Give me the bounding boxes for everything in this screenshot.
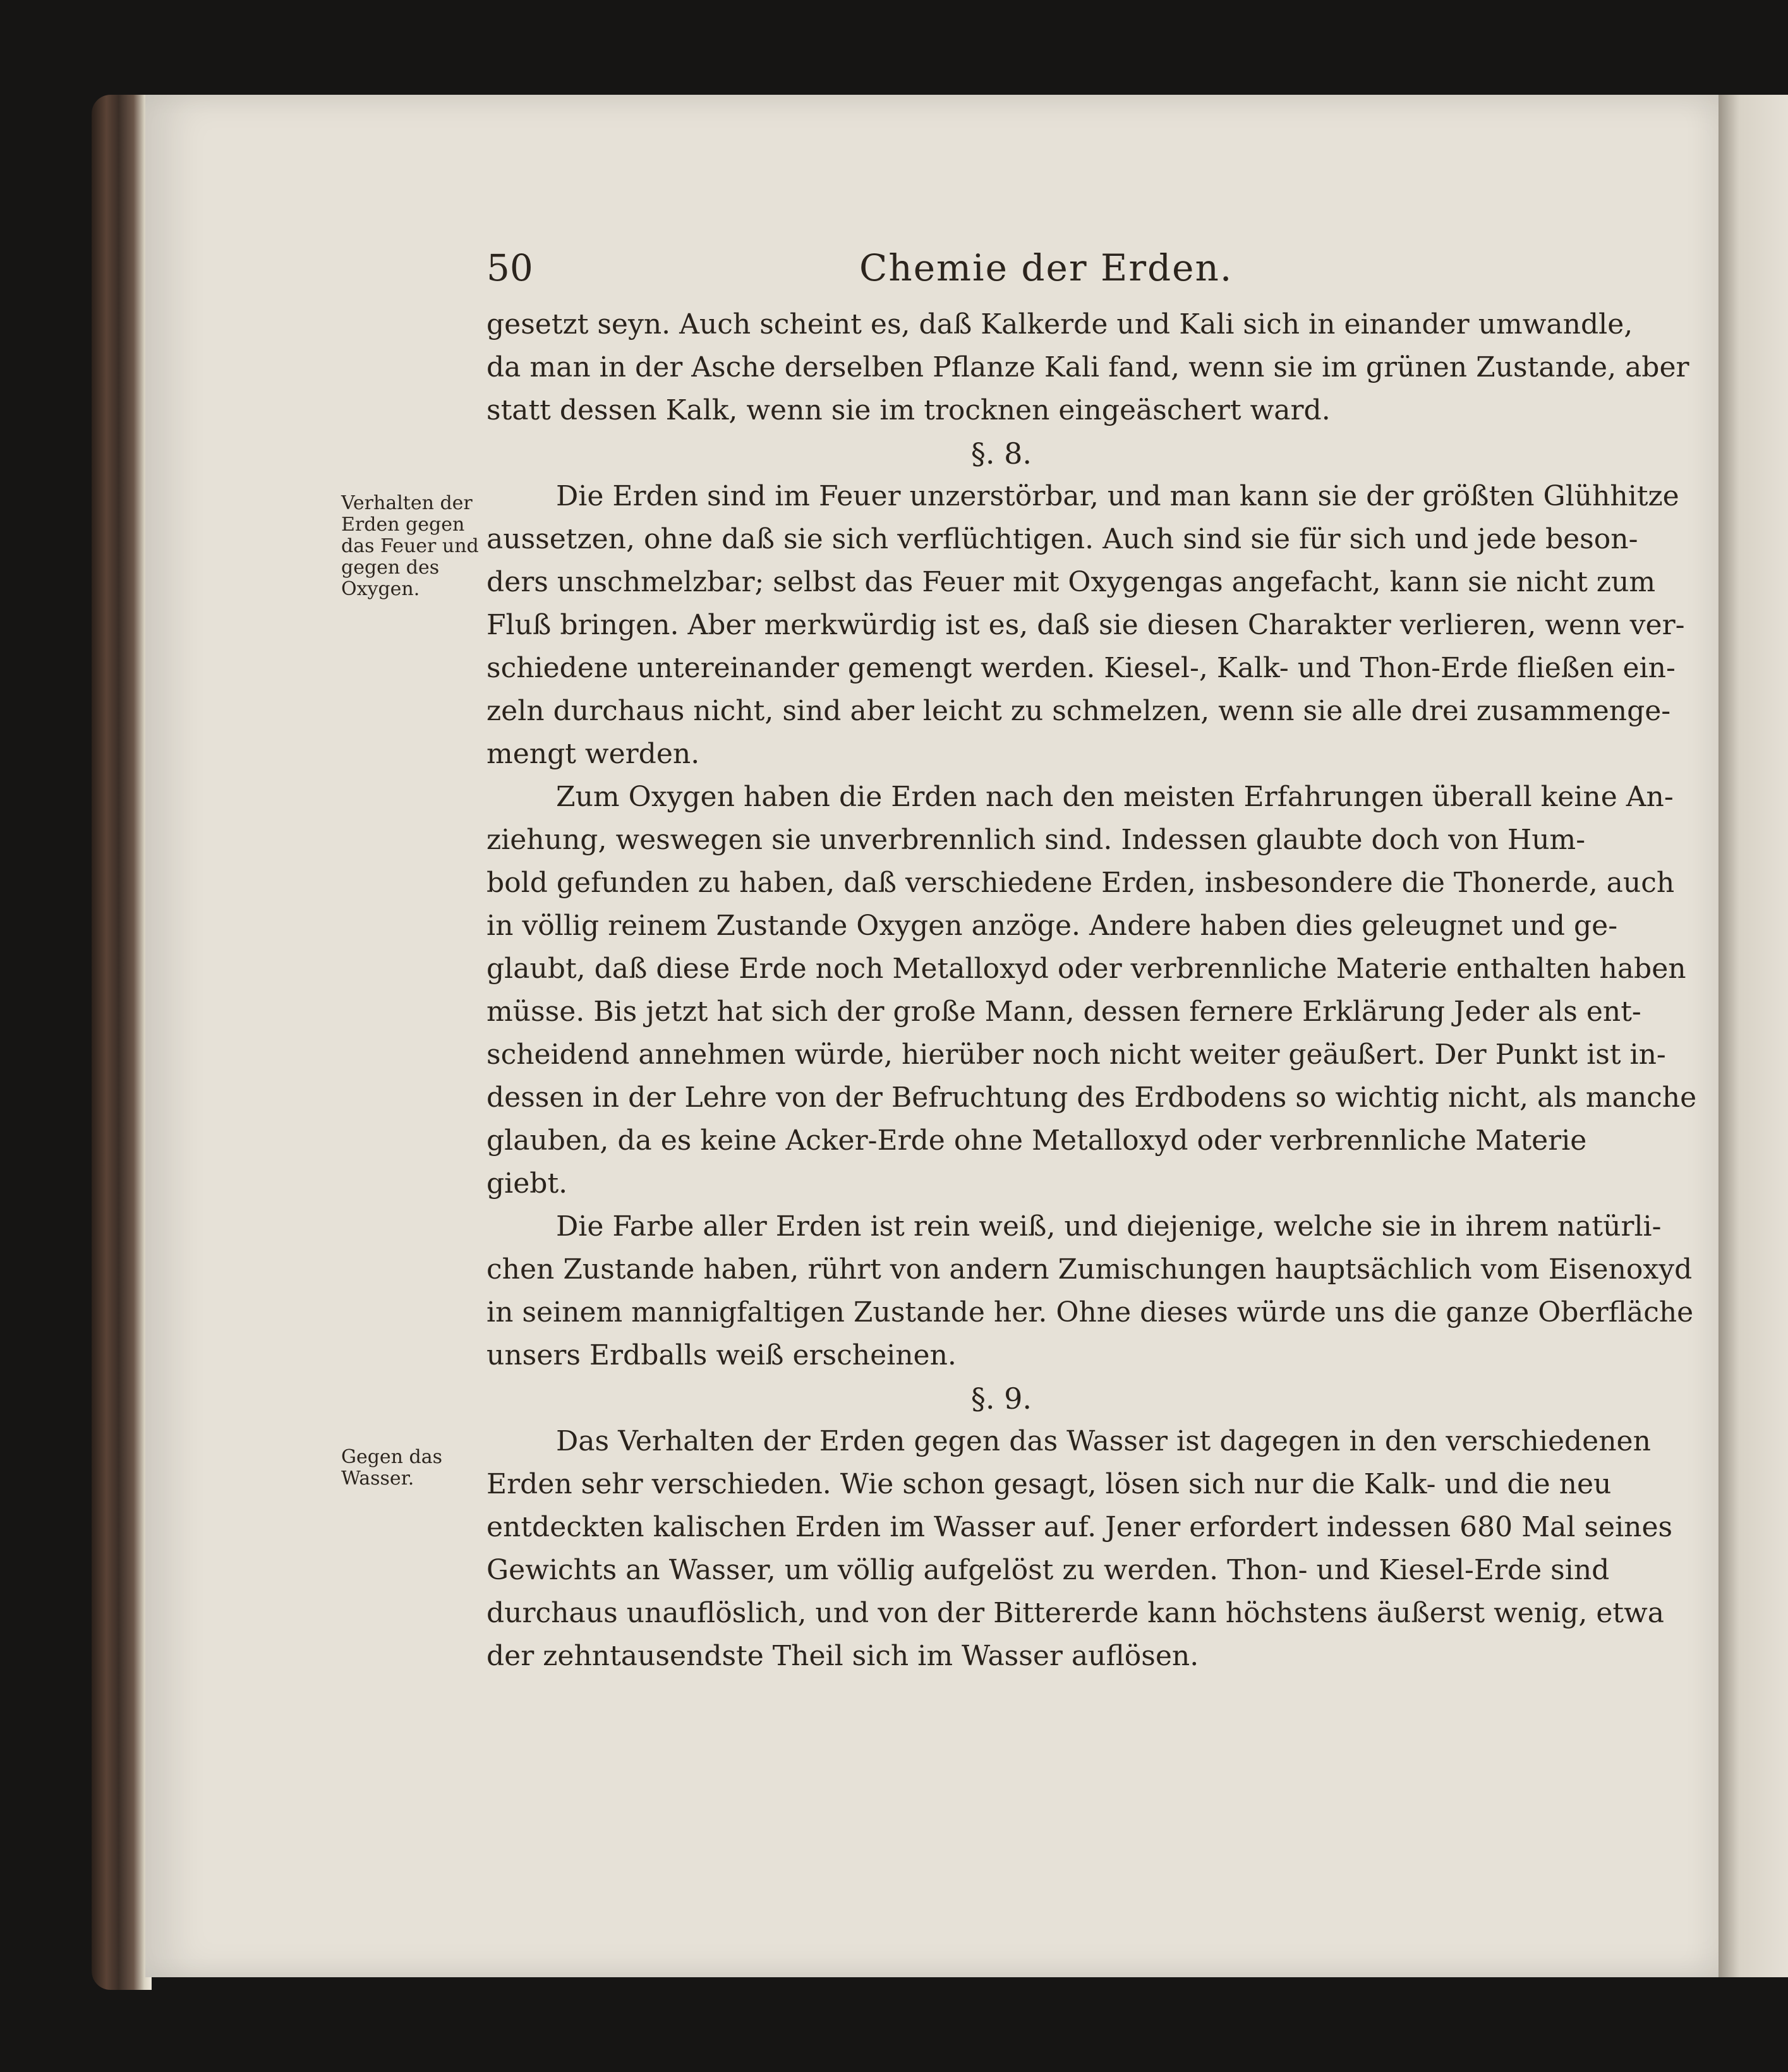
margin-note-fire: [341, 493, 486, 600]
section-heading-9: §. 9.: [970, 1382, 1032, 1416]
text-line: bold gefunden zu haben, daß verschiedene Erden, insbesondere die Thonerde, auch: [486, 867, 1675, 899]
running-head: [486, 246, 1516, 297]
text-line: chen Zustande haben, rührt von andern Zumischungen hauptsächlich vom Eisenoxyd: [486, 1253, 1693, 1286]
text-line: der zehntausendste Theil sich im Wasser auflösen.: [486, 1640, 1199, 1672]
page-number: 50: [486, 246, 533, 289]
text-line: ders unschmelzbar; selbst das Feuer mit Oxygengas angefacht, kann sie nicht zum: [486, 566, 1656, 598]
margin-note-line: Gegen das: [341, 1446, 443, 1468]
text-line: statt dessen Kalk, wenn sie im trocknen eingeäschert ward.: [486, 394, 1331, 426]
text-line: scheidend annehmen würde, hierüber noch nicht weiter geäußert. Der Punkt ist in-: [486, 1039, 1666, 1071]
text-line: Die Erden sind im Feuer unzerstörbar, und man kann sie der größten Glühhitze: [556, 480, 1679, 512]
text-line: Das Verhalten der Erden gegen das Wasser ist dagegen in den verschiedenen: [556, 1425, 1651, 1457]
margin-note-line: das Feuer und: [341, 535, 479, 557]
running-title: Chemie der Erden.: [859, 246, 1233, 289]
text-line: dessen in der Lehre von der Befruchtung des Erdbodens so wichtig nicht, als manche: [486, 1081, 1697, 1114]
text-line: schiedene untereinander gemengt werden. Kiesel-, Kalk- und Thon-Erde fließen ein-: [486, 652, 1676, 684]
text-line: unsers Erdballs weiß erscheinen.: [486, 1339, 957, 1371]
text-line: müsse. Bis jetzt hat sich der große Mann, dessen fernere Erklärung Jeder als ent-: [486, 996, 1641, 1028]
margin-note-line: gegen des: [341, 557, 440, 579]
text-line: giebt.: [486, 1167, 568, 1200]
margin-note-line: Oxygen.: [341, 578, 420, 600]
text-line: Gewichts an Wasser, um völlig aufgelöst zu werden. Thon- und Kiesel-Erde sind: [486, 1554, 1610, 1586]
text-line: glaubt, daß diese Erde noch Metalloxyd oder verbrennliche Materie enthalten haben: [486, 953, 1686, 985]
text-line: ziehung, weswegen sie unverbrennlich sind. Indessen glaubte doch von Hum-: [486, 824, 1586, 856]
text-line: aussetzen, ohne daß sie sich verflüchtigen. Auch sind sie für sich und jede beson-: [486, 523, 1638, 555]
text-line: Erden sehr verschieden. Wie schon gesagt, lösen sich nur die Kalk- und die neu: [486, 1468, 1612, 1500]
book-edge-left: [92, 95, 152, 1990]
margin-note-line: Wasser.: [341, 1467, 414, 1490]
text-line: mengt werden.: [486, 738, 700, 770]
text-line: glauben, da es keine Acker-Erde ohne Metalloxyd oder verbrennliche Materie: [486, 1124, 1587, 1157]
section-heading-8: §. 8.: [970, 437, 1032, 471]
text-line: gesetzt seyn. Auch scheint es, daß Kalkerde und Kali sich in einander umwandle,: [486, 308, 1633, 340]
text-line: durchaus unauflöslich, und von der Bittererde kann höchstens äußerst wenig, etwa: [486, 1597, 1664, 1629]
text-line: Fluß bringen. Aber merkwürdig ist es, daß sie diesen Charakter verlieren, wenn ver-: [486, 609, 1685, 641]
margin-note-water: [341, 1447, 486, 1490]
text-line: da man in der Asche derselben Pflanze Kali fand, wenn sie im grünen Zustande, aber: [486, 351, 1689, 383]
margin-note-line: Verhalten der: [341, 492, 473, 514]
text-line: in seinem mannigfaltigen Zustande her. Ohne dieses würde uns die ganze Oberfläche: [486, 1296, 1694, 1328]
margin-note-line: Erden gegen: [341, 514, 465, 536]
text-line: in völlig reinem Zustande Oxygen anzöge. Andere haben dies geleugnet und ge-: [486, 910, 1618, 942]
text-line: Zum Oxygen haben die Erden nach den meisten Erfahrungen überall keine An-: [556, 781, 1674, 813]
facing-page-edge: [1719, 95, 1788, 1977]
main-text: [486, 303, 1697, 1678]
text-line: entdeckten kalischen Erden im Wasser auf. Jener erfordert indessen 680 Mal seines: [486, 1511, 1673, 1543]
text-line: zeln durchaus nicht, sind aber leicht zu schmelzen, wenn sie alle drei zusammenge-: [486, 695, 1671, 727]
text-line: Die Farbe aller Erden ist rein weiß, und diejenige, welche sie in ihrem natürli-: [556, 1210, 1662, 1243]
